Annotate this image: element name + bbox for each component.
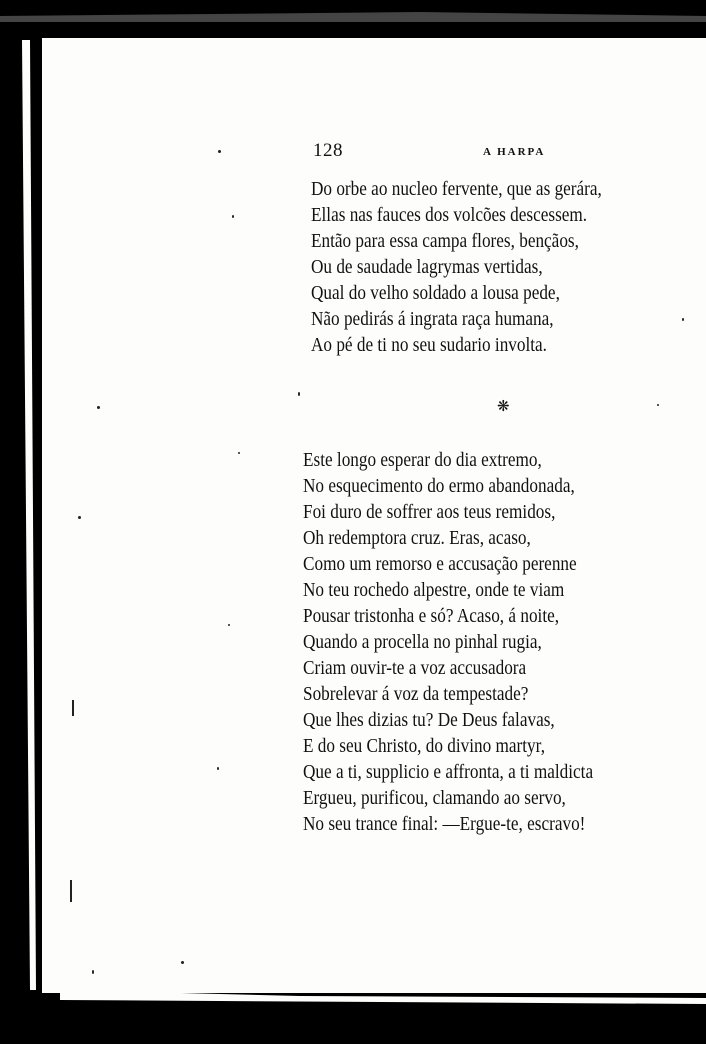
page-header (313, 140, 573, 164)
verse-line: Foi duro de soffrer aos teus remidos, (303, 501, 556, 523)
verse-line: E do seu Christo, do divino martyr, (303, 735, 546, 757)
verse-line: Quando a procella no pinhal rugia, (303, 631, 542, 653)
running-title: A HARPA (483, 146, 546, 158)
speck (70, 880, 72, 902)
verse-line: Não pedirás á ingrata raça humana, (311, 308, 554, 330)
speck (657, 404, 659, 406)
verse-line: Como um remorso e accusação perenne (303, 553, 577, 575)
speck (72, 700, 74, 716)
verse-line: Do orbe ao nucleo fervente, que as gerára, (311, 178, 602, 200)
page-number: 128 (313, 140, 343, 161)
speck (92, 970, 94, 974)
verse-line: No esquecimento do ermo abandonada, (303, 475, 575, 497)
speck (97, 406, 100, 409)
section-ornament: ❋ (497, 399, 510, 415)
verse-line: Pousar tristonha e só? Acaso, á noite, (303, 605, 560, 627)
stanza-2 (303, 447, 640, 837)
verse-line: Ergueu, purificou, clamando ao servo, (303, 787, 566, 809)
verse-line: No teu rochedo alpestre, onde te viam (303, 579, 565, 601)
verse-line: Ellas nas fauces dos volcões descessem. (311, 204, 588, 226)
verse-line: No seu trance final: —Ergue-te, escravo! (303, 813, 586, 835)
speck (228, 624, 230, 626)
verse-line: Este longo esperar do dia extremo, (303, 449, 542, 471)
verse-line: Que a ti, supplicio e affronta, a ti maldicta (303, 761, 594, 783)
verse-line: Ou de saudade lagrymas vertidas, (311, 256, 543, 278)
speck (218, 150, 221, 153)
verse-line: Sobrelevar á voz da tempestade? (303, 683, 529, 705)
speck (238, 452, 240, 454)
speck (682, 318, 684, 321)
speck (217, 767, 219, 770)
stanza-1 (311, 176, 649, 358)
verse-line: Criam ouvir-te a voz accusadora (303, 657, 527, 679)
verse-line: Oh redemptora cruz. Eras, acaso, (303, 527, 531, 549)
verse-line: Qual do velho soldado a lousa pede, (311, 282, 560, 304)
speck (181, 961, 184, 964)
speck (232, 215, 234, 218)
speck (298, 392, 300, 396)
verse-line: Ao pé de ti no seu sudario involta. (311, 334, 547, 356)
verse-line: Que lhes dizias tu? De Deus falavas, (303, 709, 555, 731)
verse-line: Então para essa campa flores, bençãos, (311, 230, 579, 252)
speck (78, 516, 81, 519)
